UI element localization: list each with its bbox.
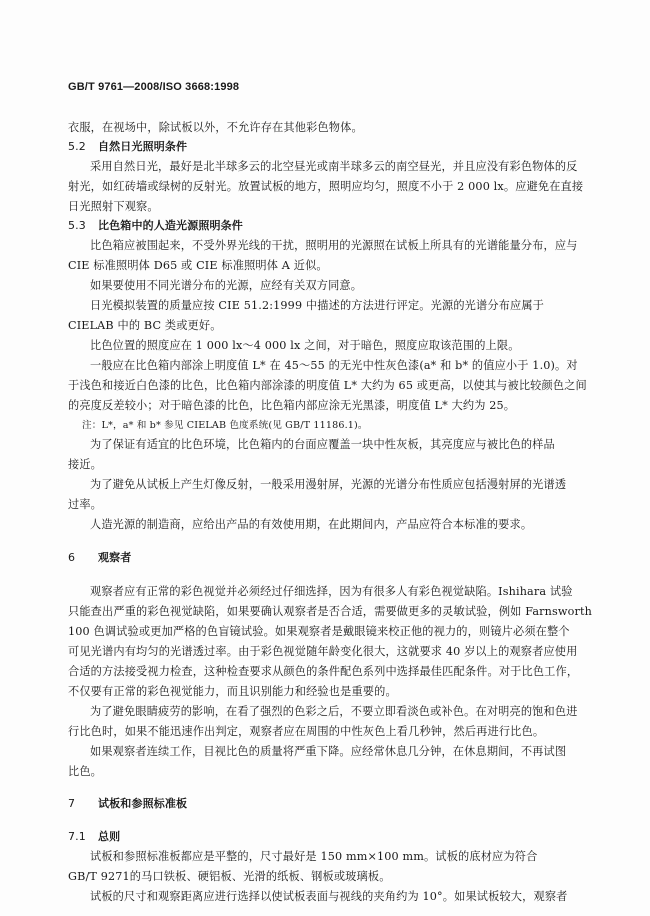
paragraph-line: CIE 标准照明体 D65 或 CIE 标准照明体 A 近似。 [68,259,328,272]
paragraph-line: GB/T 9271的马口铁板、硬铝板、光滑的纸板、钢板或玻璃板。 [68,870,391,883]
paragraph-line: 的亮度反差较小；对于暗色漆的比色，比色箱内部应涂无光黑漆，明度值 L* 大约为 25。 [68,399,516,412]
paragraph-line: 为了避免眼睛疲劳的影响，在看了强烈的色彩之后，不要立即看淡色或补色。在对明亮的饱和色进 [90,705,578,718]
paragraph-line: 采用自然日光，最好是北半球多云的北空昼光或南半球多云的南空昼光，并且应没有彩色物体的反 [90,160,578,173]
section-heading-6 [68,551,131,565]
paragraph-line: 不仅要有正常的彩色视觉能力，而且识别能力和经验也是重要的。 [68,685,397,698]
paragraph-line: 于浅色和接近白色漆的比色，比色箱内部涂漆的明度值 L* 大约为 65 或更高，以使其与被比较颜色之间 [68,379,587,392]
section-number: 5.2 [68,140,86,153]
paragraph-line: 只能查出严重的彩色视觉缺陷，如果要确认观察者是否合适，需要做更多的灵敏试验，例如 Farnsworth [68,605,593,618]
paragraph-line: 试板的尺寸和观察距离应进行选择以使试板表面与视线的夹角约为 10°。如果试板较大，观察者 [90,890,568,903]
standard-header: GB/T 9761—2008/ISO 3668:1998 [68,81,240,93]
paragraph-line: 试板和参照标准板都应是平整的，尺寸最好是 150 mm×100 mm。试板的底材应为符合 [90,850,538,863]
paragraph-line: 如果观察者连续工作，目视比色的质量将严重下降。应经常休息几分钟，在休息期间，不再试图 [90,745,567,758]
paragraph-line: 行比色时，如果不能迅速作出判定，观察者应在周围的中性灰色上看几秒钟，然后再进行比色。 [68,725,545,738]
paragraph-line: 可见光谱内有均匀的光谱透过率。由于彩色视觉随年龄变化很大，这就要求 40 岁以上的观察者应使用 [68,645,578,658]
note-line: 注：L*，a* 和 b* 参见 CIELAB 色度系统(见 GB/T 11186.1)。 [82,420,368,431]
section-heading-5-3 [68,219,243,233]
paragraph-line: 合适的方法接受视力检查，这种检查要求从颜色的条件配色系列中选择最佳匹配条件。对于比色工作， [68,665,579,678]
section-title: 比色箱中的人造光源照明条件 [98,219,243,232]
paragraph-line: 过率。 [68,498,103,511]
paragraph-line: 接近。 [68,458,103,471]
paragraph-line: 为了避免从试板上产生灯像反射，一般采用漫射屏，光源的光谱分布性质应包括漫射屏的光谱透 [90,478,567,491]
section-title: 自然日光照明条件 [98,140,188,153]
paragraph-line: 比色位置的照度应在 1 000 lx～4 000 lx 之间，对于暗色，照度应取该范围的上限。 [90,339,520,352]
section-title: 总则 [98,830,121,843]
section-number: 7 [68,797,76,810]
section-number: 6 [68,551,76,564]
paragraph-line: CIELAB 中的 BC 类或更好。 [68,319,222,332]
paragraph-line: 一般应在比色箱内部涂上明度值 L* 在 45～55 的无光中性灰色漆(a* 和 b* 的值应小于 1.0)。对 [90,359,578,372]
section-heading-5-2 [68,140,187,154]
paragraph-line: 人造光源的制造商，应给出产品的有效使用期，在此期间内，产品应符合本标准的要求。 [90,518,533,531]
section-title: 观察者 [98,551,132,564]
paragraph-line: 为了保证有适宜的比色环境，比色箱内的台面应覆盖一块中性灰板，其亮度应与被比色的样品 [90,438,555,451]
section-heading-7 [68,797,187,811]
paragraph-line: 比色箱应被围起来，不受外界光线的干扰，照明用的光源照在试板上所具有的光谱能量分布，应与 [90,239,578,252]
paragraph-line: 如果要使用不同光谱分布的光源，应经有关双方同意。 [90,279,363,292]
section-number: 7.1 [68,830,86,843]
paragraph-line: 射光，如红砖墙或绿树的反射光。放置试板的地方，照明应均匀，照度不小于 2 000 lx。应避免在直接 [68,180,584,193]
paragraph-line: 观察者应有正常的彩色视觉并必须经过仔细选择，因为有很多人有彩色视觉缺陷。Ishihara 试验 [90,585,573,598]
section-heading-7-1 [68,830,120,844]
paragraph-line: 100 色调试验或更加严格的色盲镜试验。如果观察者是戴眼镜来校正他的视力的，则镜片必须在整个 [68,625,570,638]
section-number: 5.3 [68,219,86,232]
paragraph-line: 日光模拟装置的质量应按 CIE 51.2:1999 中描述的方法进行评定。光源的光谱分布应属于 [90,299,545,312]
section-title: 试板和参照标准板 [98,797,188,810]
paragraph-line: 日光照射下观察。 [68,200,159,213]
paragraph-line: 比色。 [68,765,103,778]
paragraph-line: 衣服，在视场中，除试板以外，不允许存在其他彩色物体。 [68,121,363,134]
